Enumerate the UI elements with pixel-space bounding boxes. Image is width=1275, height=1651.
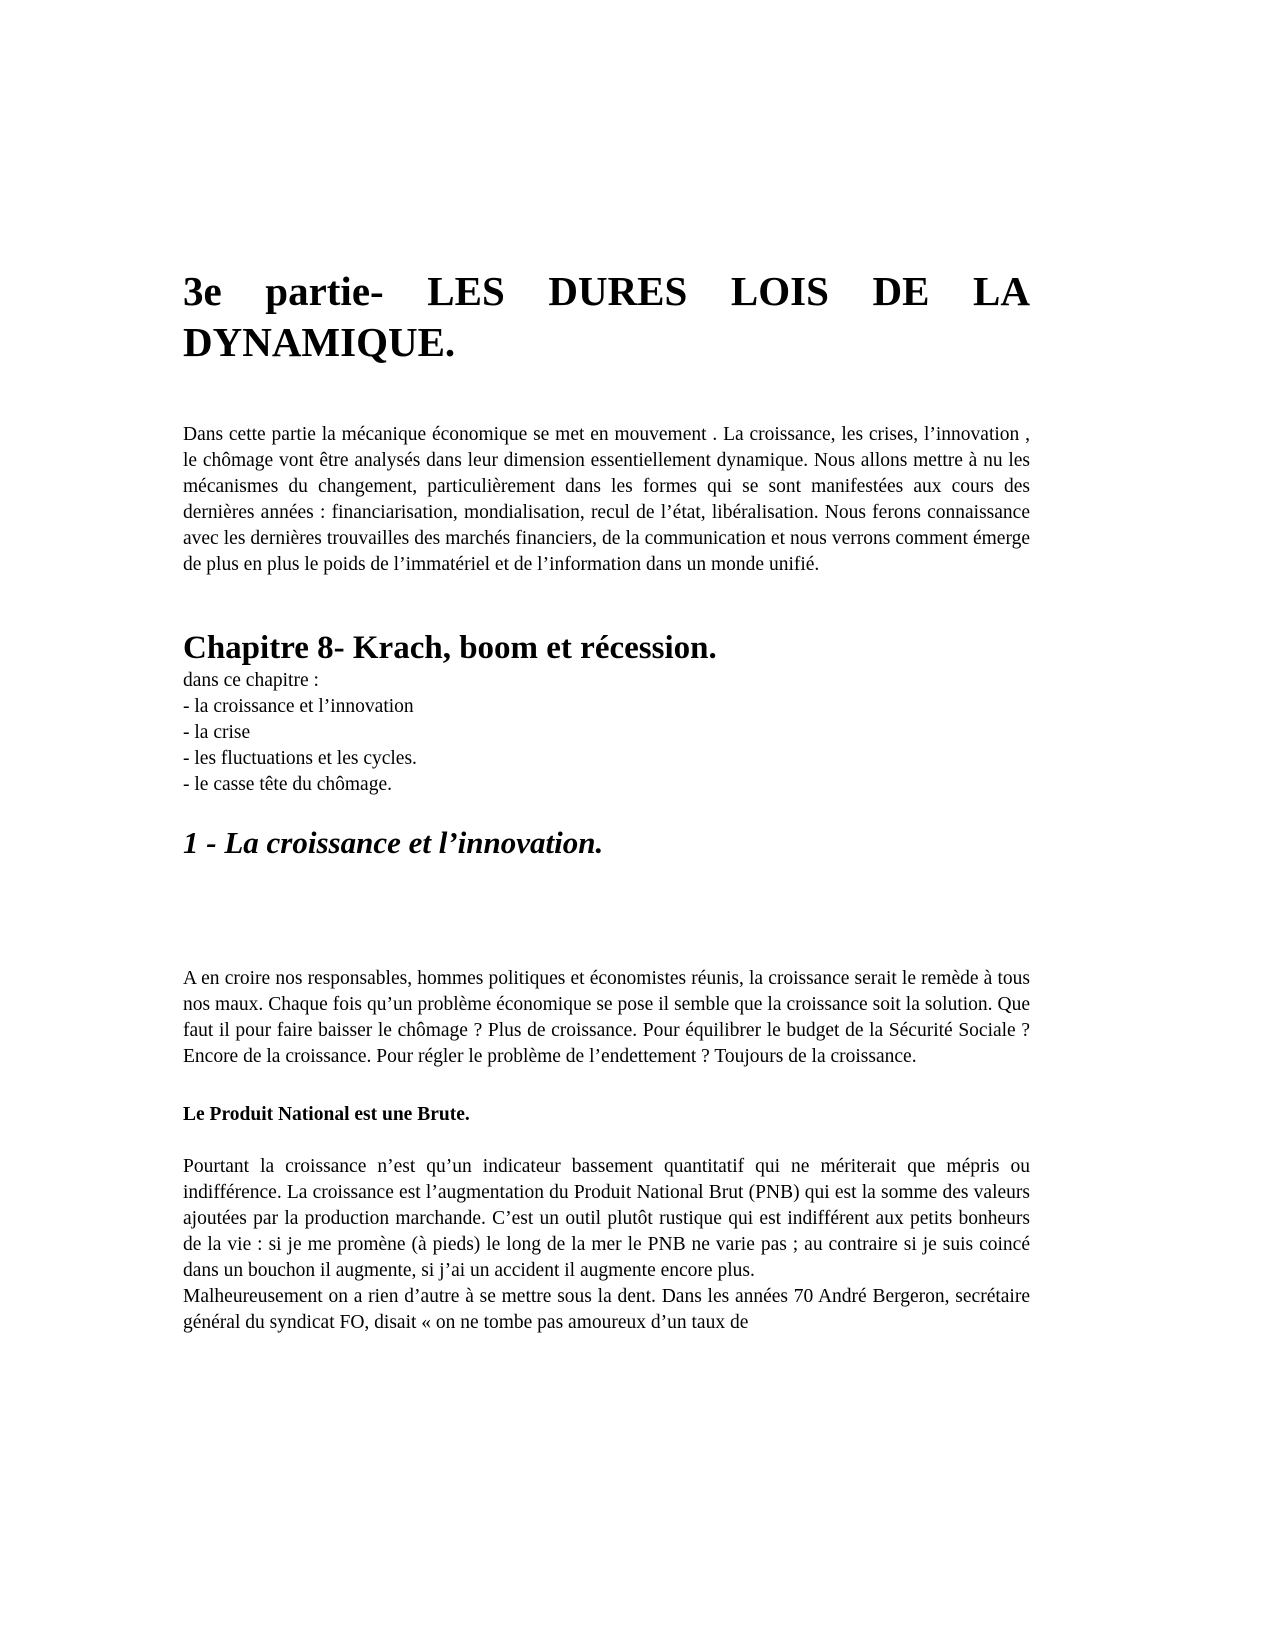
- chapter-title: Chapitre 8- Krach, boom et récession.: [183, 630, 717, 666]
- chapter-contents-label: dans ce chapitre :: [183, 670, 319, 691]
- body-paragraph: A en croire nos responsables, hommes politiques et économistes réunis, la croissance serait le remède à tous nos maux. Chaque fois qu’un problème économique se pose il semble que la croissance soit la solution. Que faut il pour faire baisser le chômage ? Plus de croissance. Pour équilibrer le budget de la Sécurité Sociale ? Encore de la croissance. Pour régler le problème de l’endettement ? Toujours de la croissance.: [183, 968, 1030, 1067]
- body-paragraph: Pourtant la croissance n’est qu’un indicateur bassement quantitatif qui ne mériterait que mépris ou indifférence. La croissance est l’augmentation du Produit National Brut (PNB) qui est la somme des valeurs ajoutées par la production marchande. C’est un outil plutôt rustique qui est indifférent aux petits bonheurs de la vie : si je me promène (à pieds) le long de la mer le PNB ne varie pas ; au contraire si je suis coincé dans un bouchon il augmente, si j’ai un accident il augmente encore plus.: [183, 1156, 1030, 1281]
- chapter-contents-list: [183, 668, 1030, 798]
- chapter-contents-item: - le casse tête du chômage.: [183, 774, 392, 795]
- body-paragraph: Malheureusement on a rien d’autre à se mettre sous la dent. Dans les années 70 André Bergeron, secrétaire général du syndicat FO, disait « on ne tombe pas amoureux d’un taux de: [183, 1286, 1030, 1333]
- chapter-contents-item: - les fluctuations et les cycles.: [183, 748, 417, 769]
- part-title: 3e partie- LES DURES LOIS DE LA DYNAMIQUE.: [183, 268, 1030, 365]
- section-title: 1 - La croissance et l’innovation.: [183, 825, 604, 860]
- bold-subheading: Le Produit National est une Brute.: [183, 1104, 470, 1125]
- intro-paragraph: Dans cette partie la mécanique économique se met en mouvement . La croissance, les crises, l’innovation , le chômage vont être analysés dans leur dimension essentiellement dynamique. Nous allons mettre à nu les mécanismes du changement, particulièrement dans les formes qui se sont manifestées aux cours des dernières années : financiarisation, mondialisation, recul de l’état, libéralisation. Nous ferons connaissance avec les dernières trouvailles des marchés financiers, de la communication et nous verrons comment émerge de plus en plus le poids de l’immatériel et de l’information dans un monde unifié.: [183, 424, 1030, 575]
- chapter-contents-item: - la crise: [183, 722, 251, 743]
- chapter-contents-item: - la croissance et l’innovation: [183, 696, 414, 717]
